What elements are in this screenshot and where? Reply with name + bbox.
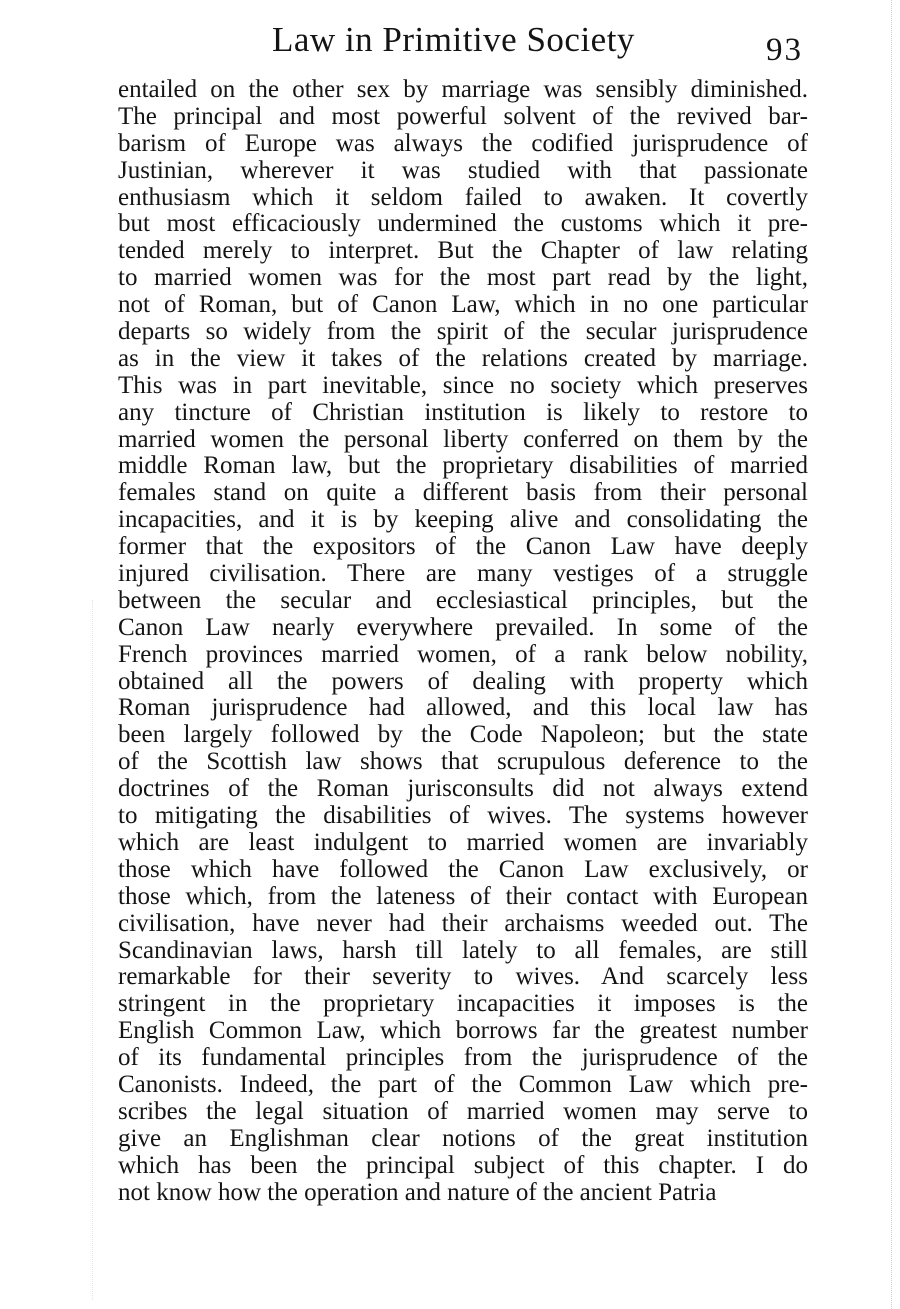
text-line: incapacities, and it is by keeping alive and consolidating the <box>118 506 808 534</box>
text-line: injured civilisation. There are many vestiges of a struggle <box>118 560 808 588</box>
text-line: been largely followed by the Code Napoleon; but the state <box>118 721 808 749</box>
text-line: as in the view it takes of the relations created by marriage. <box>118 344 808 372</box>
text-line: to married women was for the most part read by the light, <box>118 264 808 292</box>
text-line: Roman jurisprudence had allowed, and this local law has <box>118 694 808 722</box>
text-line: between the secular and ecclesiastical principles, but the <box>118 586 808 614</box>
text-line: Canon Law nearly everywhere prevailed. In some of the <box>118 613 808 641</box>
text-line: not know how the operation and nature of the ancient Patria <box>118 1178 717 1206</box>
text-line: former that the expositors of the Canon Law have deeply <box>118 533 808 561</box>
text-line: English Common Law, which borrows far the greatest number <box>118 1017 808 1045</box>
text-line: Justinian, wherever it was studied with that passionate <box>118 156 808 184</box>
text-line: those which, from the lateness of their contact with European <box>118 882 808 910</box>
running-head <box>0 20 900 70</box>
text-line: to mitigating the disabilities of wives. The systems however <box>118 802 808 830</box>
text-line: which has been the principal subject of this chapter. I do <box>118 1151 808 1179</box>
text-line: those which have followed the Canon Law exclusively, or <box>118 855 808 883</box>
text-line: not of Roman, but of Canon Law, which in no one particular <box>118 291 808 319</box>
text-line: This was in part inevitable, since no society which preserves <box>118 371 808 399</box>
text-line: entailed on the other sex by marriage was sensibly diminished. <box>118 76 808 103</box>
text-line: barism of Europe was always the codified jurisprudence of <box>118 129 808 157</box>
text-line: doctrines of the Roman jurisconsults did not always extend <box>118 775 808 803</box>
running-title: Law in Primitive Society <box>272 20 635 59</box>
text-line: females stand on quite a different basis from their personal <box>118 479 808 507</box>
body-text <box>118 77 808 1206</box>
text-line: departs so widely from the spirit of the secular jurisprudence <box>118 318 808 346</box>
text-line: any tincture of Christian institution is likely to restore to <box>118 398 808 426</box>
text-line: obtained all the powers of dealing with property which <box>118 667 808 695</box>
text-line: Canonists. Indeed, the part of the Common Law which pre- <box>118 1070 808 1098</box>
text-line: enthusiasm which it seldom failed to awaken. It covertly <box>118 183 808 211</box>
text-line: married women the personal liberty conferred on them by the <box>118 425 808 453</box>
text-line: of the Scottish law shows that scrupulous deference to the <box>118 748 808 776</box>
scan-edge-right <box>889 0 892 1309</box>
scan-edge-left <box>92 600 94 1300</box>
text-line: The principal and most powerful solvent of the revived bar- <box>118 102 808 130</box>
text-line: tended merely to interpret. But the Chapter of law relating <box>118 237 808 265</box>
text-line: stringent in the proprietary incapacities it imposes is the <box>118 990 808 1018</box>
text-line: remarkable for their severity to wives. And scarcely less <box>118 963 808 991</box>
text-line: give an Englishman clear notions of the great institution <box>118 1124 808 1152</box>
text-line: scribes the legal situation of married women may serve to <box>118 1097 808 1125</box>
text-line: Scandinavian laws, harsh till lately to all females, are still <box>118 936 808 964</box>
text-line: civilisation, have never had their archaisms weeded out. The <box>118 909 808 937</box>
text-line: but most efficaciously undermined the customs which it pre- <box>118 210 808 238</box>
page-number: 93 <box>766 32 803 68</box>
text-line: which are least indulgent to married women are invariably <box>118 828 808 856</box>
text-line: of its fundamental principles from the jurisprudence of the <box>118 1044 808 1072</box>
text-line: French provinces married women, of a rank below nobility, <box>118 640 808 668</box>
text-line: middle Roman law, but the proprietary disabilities of married <box>118 452 808 480</box>
